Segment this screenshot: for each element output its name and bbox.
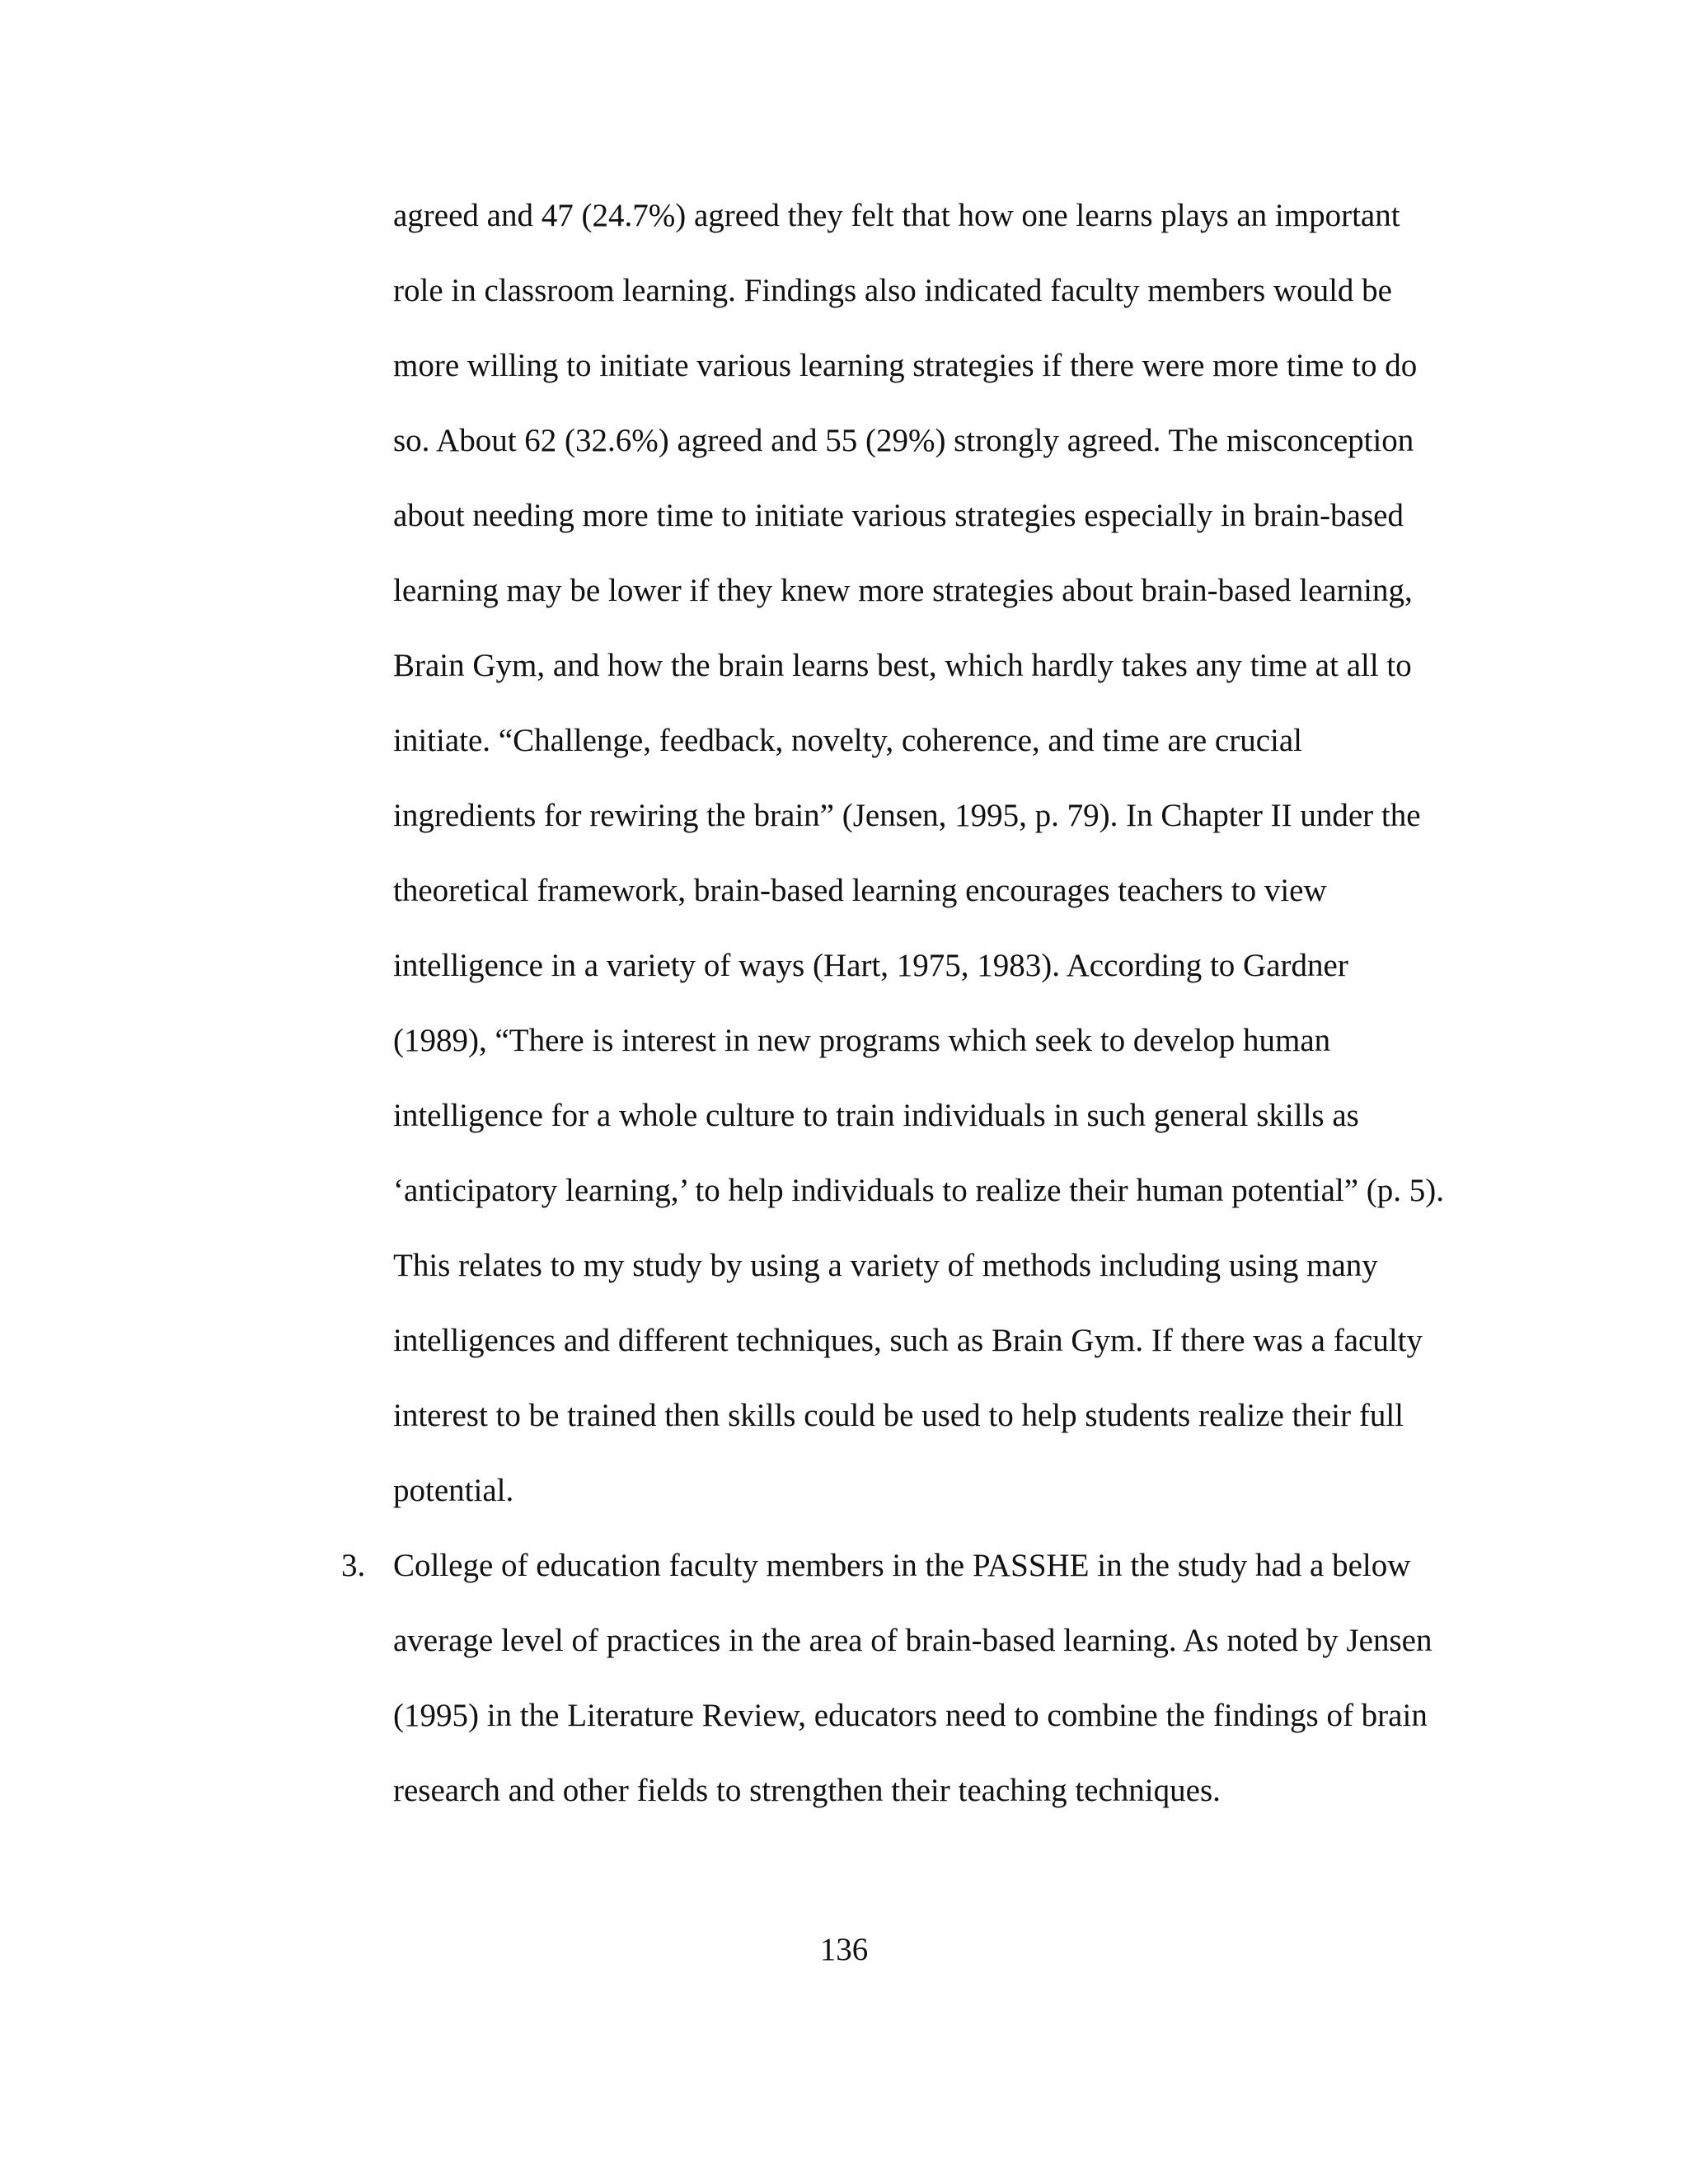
list-item-line: research and other fields to strengthen their teaching techniques. [393, 1773, 1221, 1808]
paragraph-line: interest to be trained then skills could be used to help students realize their full [393, 1398, 1404, 1433]
paragraph-line: This relates to my study by using a variety of methods including using many [393, 1248, 1378, 1283]
page-number: 136 [819, 1932, 869, 1967]
paragraph-line: theoretical framework, brain-based learning encourages teachers to view [393, 873, 1327, 908]
paragraph-line: learning may be lower if they knew more strategies about brain-based learning, [393, 573, 1413, 608]
paragraph-line: (1989), “There is interest in new programs which seek to develop human [393, 1023, 1331, 1058]
paragraph-line: about needing more time to initiate various strategies especially in brain-based [393, 498, 1404, 533]
paragraph-line: agreed and 47 (24.7%) agreed they felt that how one learns plays an important [393, 198, 1400, 233]
paragraph-line: intelligences and different techniques, such as Brain Gym. If there was a faculty [393, 1323, 1423, 1358]
list-item-number: 3. [341, 1548, 366, 1583]
list-item-line: College of education faculty members in the PASSHE in the study had a below [393, 1548, 1411, 1583]
paragraph-line: initiate. “Challenge, feedback, novelty, coherence, and time are crucial [393, 723, 1303, 758]
paragraph-line: intelligence in a variety of ways (Hart, 1975, 1983). According to Gardner [393, 948, 1348, 983]
paragraph-line: potential. [393, 1473, 514, 1508]
paragraph-line: Brain Gym, and how the brain learns best, which hardly takes any time at all to [393, 648, 1412, 683]
list-item-line: average level of practices in the area of brain-based learning. As noted by Jensen [393, 1623, 1432, 1658]
paragraph-line: intelligence for a whole culture to train individuals in such general skills as [393, 1098, 1359, 1133]
paragraph-line: role in classroom learning. Findings also indicated faculty members would be [393, 273, 1392, 308]
paragraph-line: ‘anticipatory learning,’ to help individuals to realize their human potential” (p. 5). [393, 1173, 1445, 1208]
paragraph-line: more willing to initiate various learning strategies if there were more time to do [393, 348, 1418, 383]
paragraph-line: so. About 62 (32.6%) agreed and 55 (29%) strongly agreed. The misconception [393, 423, 1414, 458]
list-item-line: (1995) in the Literature Review, educators need to combine the findings of brain [393, 1698, 1428, 1733]
paragraph-line: ingredients for rewiring the brain” (Jensen, 1995, p. 79). In Chapter II under the [393, 798, 1421, 833]
